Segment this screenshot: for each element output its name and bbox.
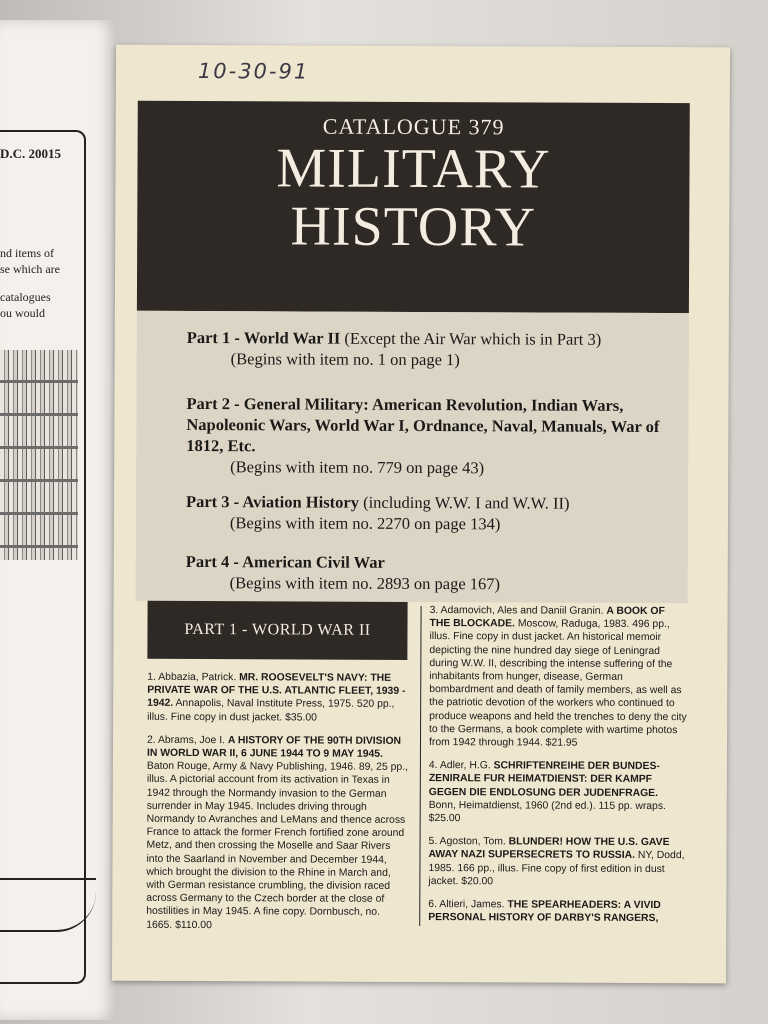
- part-title: Part 4 - American Civil War: [185, 551, 385, 572]
- right-column: [428, 604, 687, 936]
- entry-details: Bonn, Heimatdienst, 1960 (2nd ed.). 115 pp. wraps. $25.00: [428, 799, 666, 825]
- entry-details: Baton Rouge, Army & Navy Publishing, 1946. 89, 25 pp., illus. A pictorial account from its activation in Texas in 1942 through the Normandy invasion to the German surrender in May 1945. Includes driving through Normandy to Avranches and LeMans and thence across France to attack the former French fortified zone around Metz, and then crossing the Moselle and Saar Rivers into the Saarland in November and December 1944, which brought the division to the Rhine in March and, with German resistance crumbling, the division raced across Germany to the Czech border at the close of hostilities in May 1945. A fine copy. Dornbusch, no. 1665. $110.00: [146, 761, 409, 931]
- catalogue-number: CATALOGUE 379: [322, 113, 505, 140]
- entry-author: 2. Abrams, Joe I.: [146, 734, 228, 746]
- adjacent-address-text: D.C. 20015: [0, 146, 62, 161]
- left-column: [146, 671, 409, 943]
- entry-details: Annapolis, Naval Institute Press, 1975. 520 pp., illus. Fine copy in dust jacket. $35.00: [147, 698, 395, 724]
- part-title: Part 1 - World War II: [186, 327, 341, 348]
- catalogue-entry: [146, 734, 409, 933]
- part-begins: (Begins with item no. 1 on page 1): [230, 349, 460, 370]
- catalogue-entry: [147, 671, 409, 725]
- catalogue-entry: [429, 759, 687, 826]
- entry-author: 4. Adler, H.G.: [428, 760, 494, 772]
- adjacent-text-line: ou would: [0, 306, 45, 320]
- adjacent-text-line: se which are: [0, 262, 60, 276]
- catalogue-title-line2: HISTORY: [290, 195, 537, 259]
- handwritten-date: 10-30-91: [197, 59, 310, 84]
- entry-title: SCHRIFTENREIHE DER BUNDES-ZENIRALE FUR HEIMATDIENST: DER KAMPF GEGEN DIE ENDLOSUNG DER JUDENFRAGE.: [428, 760, 660, 799]
- entry-author: 3. Adamovich, Ales and Daniil Granin.: [429, 605, 607, 617]
- part-1-entry: [187, 327, 687, 371]
- part-4-entry: [186, 551, 686, 595]
- part-title: Part 3 - Aviation History: [186, 491, 360, 512]
- bookshelf-photo: [0, 350, 78, 560]
- section-heading: PART 1 - WORLD WAR II: [147, 601, 407, 660]
- adjacent-text-line: catalogues: [0, 290, 51, 304]
- part-begins: (Begins with item no. 779 on page 43): [230, 457, 485, 478]
- column-divider: [419, 606, 421, 926]
- entry-title: A BOOK OF THE BLOCKADE.: [429, 605, 665, 630]
- part-3-entry: [186, 491, 686, 535]
- catalogue-header: [137, 101, 690, 313]
- parts-index: [136, 311, 689, 603]
- catalogue-page: [112, 45, 730, 984]
- catalogue-entry: [428, 835, 686, 889]
- entry-details: NY, Dodd, 1985. 166 pp., illus. Fine copy of first edition in dust jacket. $20.00: [428, 850, 685, 888]
- entry-title: MR. ROOSEVELT'S NAVY: THE PRIVATE WAR OF THE U.S. ATLANTIC FLEET, 1939 - 1942.: [147, 672, 406, 710]
- catalogue-entry: [428, 898, 686, 926]
- entry-author: 1. Abbazia, Patrick.: [147, 671, 240, 684]
- part-begins: (Begins with item no. 2893 on page 167): [229, 573, 501, 594]
- entry-details: Moscow, Raduga, 1983. 496 pp., illus. Fine copy in dust jacket. An historical memoir depicting the nine hundred day siege of Leningrad during W.W. II, describing the intense suffering of the inhabitants from hunger, disease, German bombardment and death of family members, as well as the patriotic devotion of the workers who continued to produce weapons and held the trenches to deny the city to the Germans, a book complete with wartime photos from 1942 through 1944. $21.95: [428, 618, 687, 749]
- entry-title: THE SPEARHEADERS: A VIVID PERSONAL HISTORY OF DARBY'S RANGERS,: [428, 899, 661, 925]
- part-description: (including W.W. I and W.W. II): [358, 492, 570, 513]
- part-begins: (Begins with item no. 2270 on page 134): [229, 513, 501, 534]
- part-2-entry: [186, 393, 686, 479]
- adjacent-page: [0, 20, 118, 1020]
- entry-title: BLUNDER! HOW THE U.S. GAVE AWAY NAZI SUPERSECRETS TO RUSSIA.: [428, 836, 670, 862]
- adjacent-text-line: nd items of: [0, 246, 54, 260]
- entry-author: 6. Altieri, James.: [428, 899, 508, 911]
- part-description: (Except the Air War which is in Part 3): [340, 328, 602, 349]
- entry-author: 5. Agoston, Tom.: [428, 836, 509, 848]
- part-title: Part 2 - General Military: American Revolution, Indian Wars, Napoleonic Wars, World War I, Ordnance, Naval, Manuals, War of 1812, Etc.: [186, 393, 660, 456]
- catalogue-title-line1: MILITARY: [276, 137, 551, 201]
- catalogue-entry: [429, 604, 688, 750]
- entry-title: A HISTORY OF THE 90TH DIVISION IN WORLD WAR II, 6 JUNE 1944 TO 9 MAY 1945.: [146, 734, 402, 760]
